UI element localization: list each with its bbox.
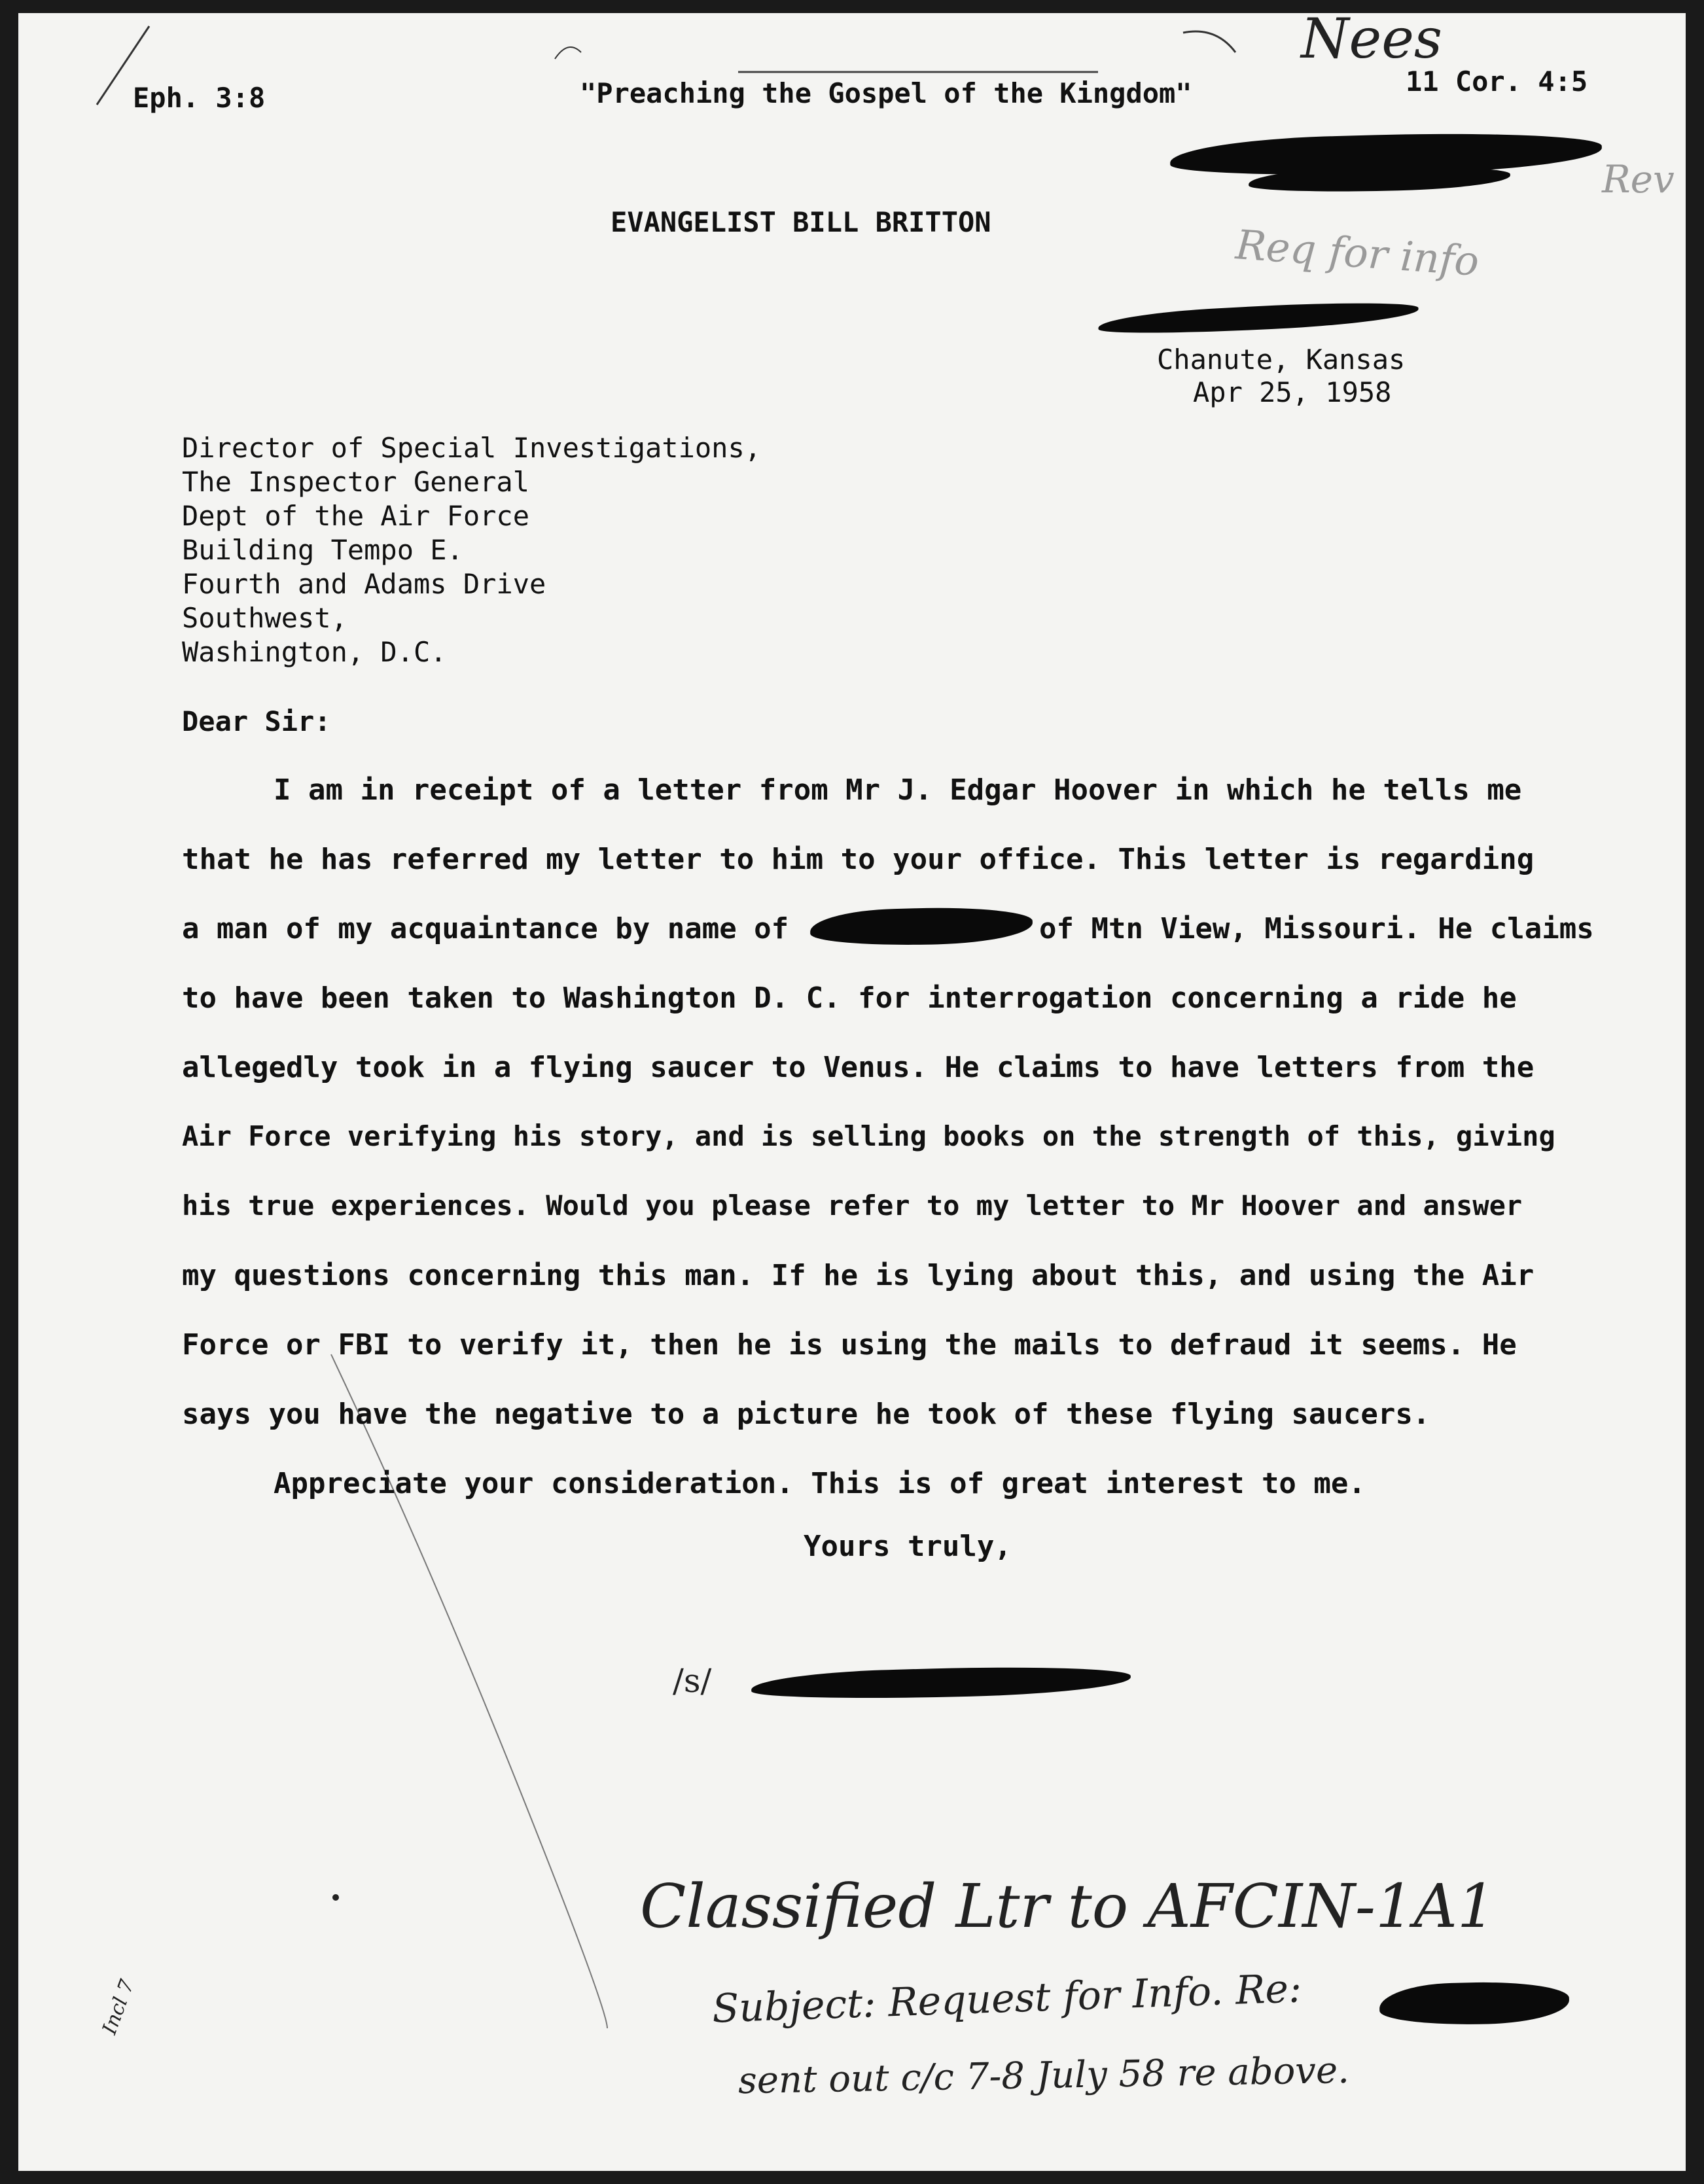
body-line: that he has referred my letter to him to your office. This letter is regarding bbox=[182, 843, 1535, 876]
margin-note-rev: Rev bbox=[1602, 157, 1675, 202]
right-scripture-ref: 11 Cor. 4:5 bbox=[1406, 65, 1588, 97]
body-line: to have been taken to Washington D. C. for interrogation concerning a ride he bbox=[182, 981, 1517, 1015]
body-line: of Mtn View, Missouri. He claims bbox=[1039, 912, 1594, 945]
body-line: his true experiences. Would you please refer to my letter to Mr Hoover and answer bbox=[182, 1189, 1523, 1222]
address-line: Fourth and Adams Drive bbox=[182, 568, 546, 600]
letterhead-motto: "Preaching the Gospel of the Kingdom" bbox=[580, 77, 1192, 109]
address-line: Washington, D.C. bbox=[182, 636, 447, 668]
body-line: Air Force verifying his story, and is selling books on the strength of this, giving bbox=[182, 1120, 1555, 1152]
address-line: The Inspector General bbox=[182, 466, 530, 498]
address-line: Building Tempo E. bbox=[182, 534, 463, 566]
handwritten-note-line: sent out c/c 7-8 July 58 re above. bbox=[737, 2049, 1350, 2103]
body-line: my questions concerning this man. If he is lying about this, and using the Air bbox=[182, 1259, 1535, 1292]
signature-mark: /s/ bbox=[673, 1662, 712, 1700]
letter-date: Apr 25, 1958 bbox=[1193, 376, 1392, 408]
body-line: a man of my acquaintance by name of bbox=[182, 912, 789, 945]
address-line: Dept of the Air Force bbox=[182, 500, 530, 532]
address-line: Southwest, bbox=[182, 602, 347, 634]
body-line: allegedly took in a flying saucer to Venus. He claims to have letters from the bbox=[182, 1051, 1535, 1084]
document-page bbox=[18, 13, 1686, 2171]
body-line: says you have the negative to a picture he took of these flying saucers. bbox=[182, 1398, 1430, 1431]
salutation: Dear Sir: bbox=[182, 705, 331, 737]
pen-strokes bbox=[18, 13, 1686, 2171]
margin-note-request: Req for info bbox=[1234, 220, 1481, 285]
corner-note: Incl 7 bbox=[98, 1977, 139, 2037]
sender-city: Chanute, Kansas bbox=[1157, 343, 1406, 376]
stray-dot bbox=[332, 1894, 339, 1901]
left-scripture-ref: Eph. 3:8 bbox=[133, 82, 266, 114]
address-line: Director of Special Investigations, bbox=[182, 432, 762, 464]
handwritten-note-line: Classified Ltr to AFCIN-1A1 bbox=[640, 1871, 1496, 1941]
letterhead-name: EVANGELIST BILL BRITTON bbox=[611, 206, 991, 238]
closing: Yours truly, bbox=[804, 1530, 1012, 1563]
body-line: Appreciate your consideration. This is of great interest to me. bbox=[274, 1467, 1366, 1500]
body-line: I am in receipt of a letter from Mr J. Edgar Hoover in which he tells me bbox=[274, 773, 1522, 807]
top-scribble: Nees bbox=[1301, 13, 1443, 71]
handwritten-note-line: Subject: Request for Info. Re: bbox=[711, 1965, 1303, 2032]
body-line: Force or FBI to verify it, then he is using the mails to defraud it seems. He bbox=[182, 1328, 1517, 1362]
